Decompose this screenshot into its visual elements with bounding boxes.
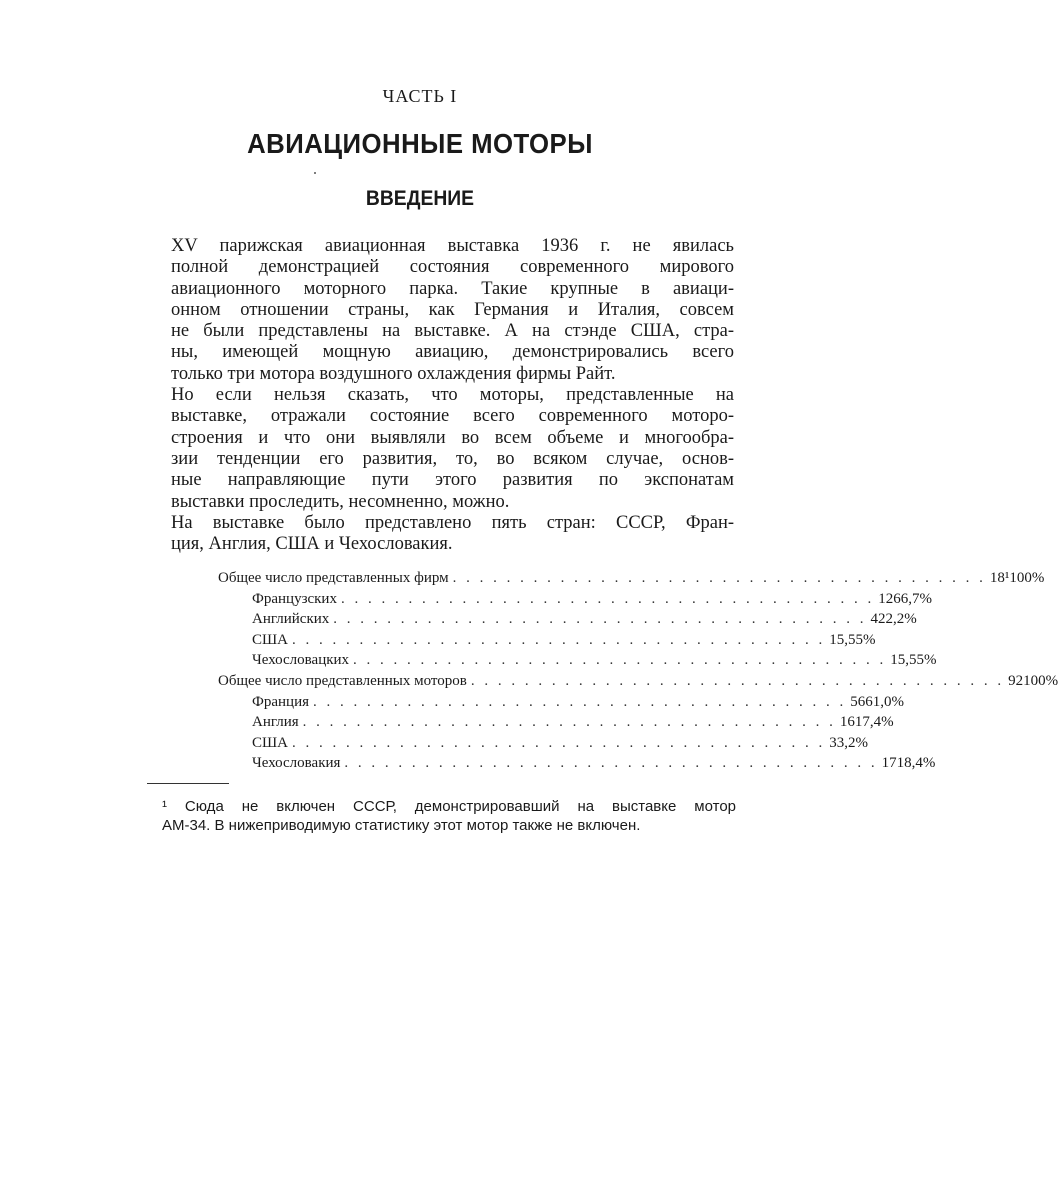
- stats-row-firms-total: [218, 570, 1045, 591]
- text-line: ны, имеющей мощную авиацию, демонстрировались всего: [171, 342, 734, 363]
- text-line: ные направляющие пути этого развития по экспонатам: [171, 470, 734, 491]
- stats-label: Англия: [252, 714, 299, 731]
- text-line: выставки проследить, несомненно, можно.: [171, 491, 510, 512]
- stats-count: 18¹: [989, 570, 1010, 586]
- text-line: только три мотора воздушного охлаждения фирмы Райт.: [171, 363, 616, 384]
- dot-leader: . . . . . . . . . . . . . . . . . . . . . . . . . . . . . . . . . . . . . . . .: [291, 631, 826, 648]
- section-title: ВВЕДЕНИЕ: [365, 187, 475, 210]
- stats-count: 1: [829, 631, 837, 648]
- text-line: полной демонстрацией состояния современного мирового: [171, 257, 734, 278]
- dot-leader: . . . . . . . . . . . . . . . . . . . . . . . . . . . . . . . . . . . . . . . .: [452, 570, 986, 586]
- stats-percent: 22,2%: [878, 611, 917, 628]
- text-line: строения и что они выявляли во всем объеме и многообра-: [171, 427, 734, 448]
- footnote-line: ¹ Сюда не включен СССР, демонстрировавший на выставке мотор: [162, 798, 736, 815]
- stats-label: Английских: [252, 611, 330, 628]
- stats-label: Общее число представленных моторов: [218, 672, 467, 689]
- statistics-table: [218, 570, 1058, 776]
- stats-row: [218, 611, 917, 632]
- text-line: авиационного моторного парка. Такие крупные в авиаци-: [171, 278, 734, 299]
- stats-row: [218, 693, 904, 715]
- text-line: не были представлены на выставке. А на стэнде США, стра-: [171, 321, 734, 342]
- text-line: На выставке было представлено пять стран: СССР, Фран-: [171, 512, 734, 533]
- stats-label: Франция: [252, 693, 309, 710]
- stats-percent: 66,7%: [893, 590, 932, 607]
- stats-count: 56: [850, 693, 866, 710]
- stats-label: Чехословацких: [252, 652, 350, 669]
- text-line: XV парижская авиационная выставка 1936 г. не явилась: [171, 236, 734, 256]
- text-line: Но если нельзя сказать, что моторы, представленные на: [171, 385, 734, 406]
- stats-percent: 17,4%: [854, 714, 894, 731]
- paragraph-2: [146, 385, 734, 513]
- stats-percent: 5,55%: [836, 631, 876, 648]
- text-line: зии тенденции его развития, то, во всяком случае, основ-: [171, 448, 734, 469]
- stats-percent: 100%: [1009, 570, 1045, 586]
- stats-row: [218, 714, 894, 735]
- stats-count: 17: [881, 755, 897, 772]
- stats-label: Общее число представленных фирм: [218, 570, 449, 586]
- stats-row: [218, 734, 868, 756]
- stats-percent: 5,55%: [897, 652, 937, 669]
- text-line: онном отношении страны, как Германия и Италия, совсем: [171, 299, 734, 320]
- stats-label: США: [252, 734, 288, 751]
- stats-percent: 3,2%: [836, 734, 868, 751]
- stats-percent: 18,4%: [896, 755, 936, 772]
- part-label: ЧАСТЬ I: [382, 86, 458, 106]
- dot-leader: . . . . . . . . . . . . . . . . . . . . . . . . . . . . . . . . . . . . . . . .: [353, 652, 887, 669]
- stats-row-motors-total: [218, 672, 1058, 694]
- stats-count: 1: [890, 652, 898, 669]
- paragraph-3: [146, 513, 734, 556]
- dot-leader: . . . . . . . . . . . . . . . . . . . . . . . . . . . . . . . . . . . . . . . .: [302, 714, 836, 731]
- stats-label: Французских: [252, 590, 337, 607]
- dot-leader: . . . . . . . . . . . . . . . . . . . . . . . . . . . . . . . . . . . . . . . .: [291, 734, 826, 751]
- footnote-rule: [147, 783, 229, 784]
- stats-count: 3: [829, 734, 837, 751]
- stats-count: 4: [870, 611, 879, 628]
- dot-leader: . . . . . . . . . . . . . . . . . . . . . . . . . . . . . . . . . . . . . . . .: [333, 611, 867, 628]
- footnote: [162, 797, 736, 835]
- stats-count: 16: [839, 714, 855, 731]
- stats-row: [218, 631, 876, 653]
- dot-leader: . . . . . . . . . . . . . . . . . . . . . . . . . . . . . . . . . . . . . . . .: [344, 755, 878, 772]
- ink-speck: [314, 172, 316, 174]
- dot-leader: . . . . . . . . . . . . . . . . . . . . . . . . . . . . . . . . . . . . . . . .: [313, 693, 847, 710]
- stats-count: 12: [878, 590, 894, 607]
- stats-percent: 100%: [1023, 672, 1058, 689]
- paragraph-1: [146, 236, 734, 385]
- stats-row: [218, 652, 937, 673]
- dot-leader: . . . . . . . . . . . . . . . . . . . . . . . . . . . . . . . . . . . . . . . .: [340, 590, 875, 607]
- stats-percent: 61,0%: [865, 693, 904, 710]
- stats-row: [218, 755, 936, 776]
- stats-count: 92: [1008, 672, 1024, 689]
- main-title: АВИАЦИОННЫЕ МОТОРЫ: [247, 128, 593, 159]
- footnote-line: АМ-34. В нижеприводимую статистику этот мотор также не включен.: [162, 817, 641, 834]
- stats-label: Чехословакия: [252, 755, 341, 772]
- text-line: выставке, отражали состояние всего современного моторо-: [171, 406, 734, 427]
- dot-leader: . . . . . . . . . . . . . . . . . . . . . . . . . . . . . . . . . . . . . . . .: [470, 672, 1005, 689]
- stats-label: США: [252, 631, 288, 648]
- body-text: [146, 236, 734, 555]
- text-line: ция, Англия, США и Чехословакия.: [171, 534, 453, 555]
- stats-row: [218, 590, 932, 612]
